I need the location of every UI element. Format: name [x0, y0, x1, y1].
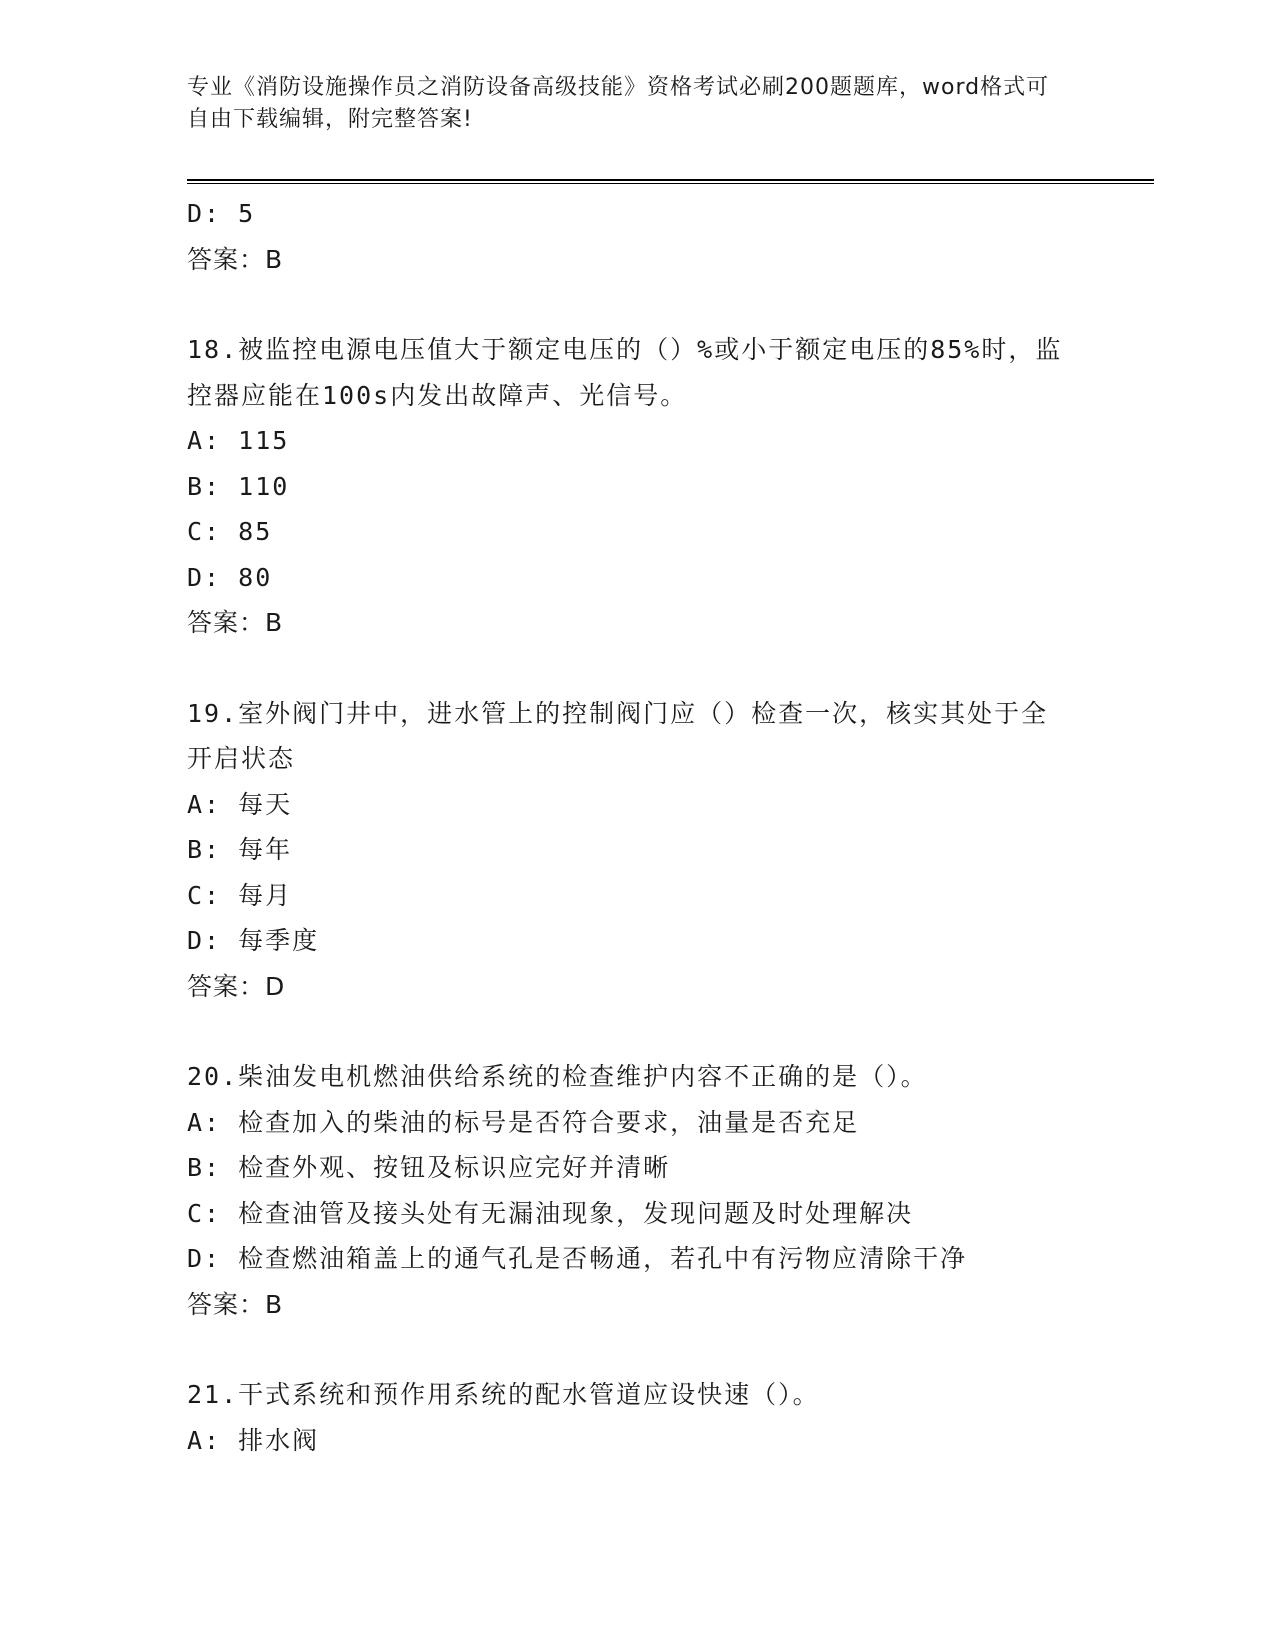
answer: 答案：B: [187, 608, 284, 637]
question-text: 19.室外阀门井中，进水管上的控制阀门应（）检查一次，核实其处于全开启状态: [187, 698, 1049, 773]
option-c: C: 检查油管及接头处有无漏油现象，发现问题及时处理解决: [187, 1198, 914, 1228]
option-b: B: 每年: [187, 835, 293, 864]
option-a: A: 检查加入的柴油的标号是否符合要求，油量是否充足: [187, 1107, 860, 1137]
answer: 答案：B: [187, 1289, 284, 1319]
question-list: [187, 191, 1087, 1463]
option-c: C: 85: [187, 517, 273, 546]
option-c: C: 每月: [187, 880, 293, 910]
option-d: D: 80: [187, 562, 273, 592]
option-d: D: 检查燃油箱盖上的通气孔是否畅通，若孔中有污物应清除干净: [187, 1244, 968, 1273]
answer: 答案：D: [187, 971, 286, 1001]
header-divider-thin: [187, 183, 1154, 184]
question-text: 18.被监控电源电压值大于额定电压的（）%或小于额定电压的85%时，监控器应能在100s内发出故障声、光信号。: [187, 335, 1063, 410]
question-18: [187, 327, 1087, 646]
question-20: [187, 1054, 1087, 1327]
question-text: 21.干式系统和预作用系统的配水管道应设快速（）。: [187, 1380, 820, 1409]
answer: 答案：B: [187, 244, 284, 274]
option-b: B: 110: [187, 471, 290, 501]
option-a: A: 排水阀: [187, 1425, 320, 1455]
question-19: [187, 691, 1087, 1010]
header-divider-thick: [187, 179, 1154, 181]
option-d: D: 5: [187, 199, 256, 228]
option-d: D: 每季度: [187, 926, 320, 955]
document-header: 专业《消防设施操作员之消防设备高级技能》资格考试必刷200题题库，word格式可自由下载编辑，附完整答案!: [187, 75, 1050, 132]
option-a: A: 115: [187, 426, 290, 455]
option-b: B: 检查外观、按钮及标识应完好并清晰: [187, 1153, 671, 1182]
question-text: 20.柴油发电机燃油供给系统的检查维护内容不正确的是（）。: [187, 1062, 928, 1091]
question-21: [187, 1372, 1087, 1463]
option-a: A: 每天: [187, 789, 293, 819]
